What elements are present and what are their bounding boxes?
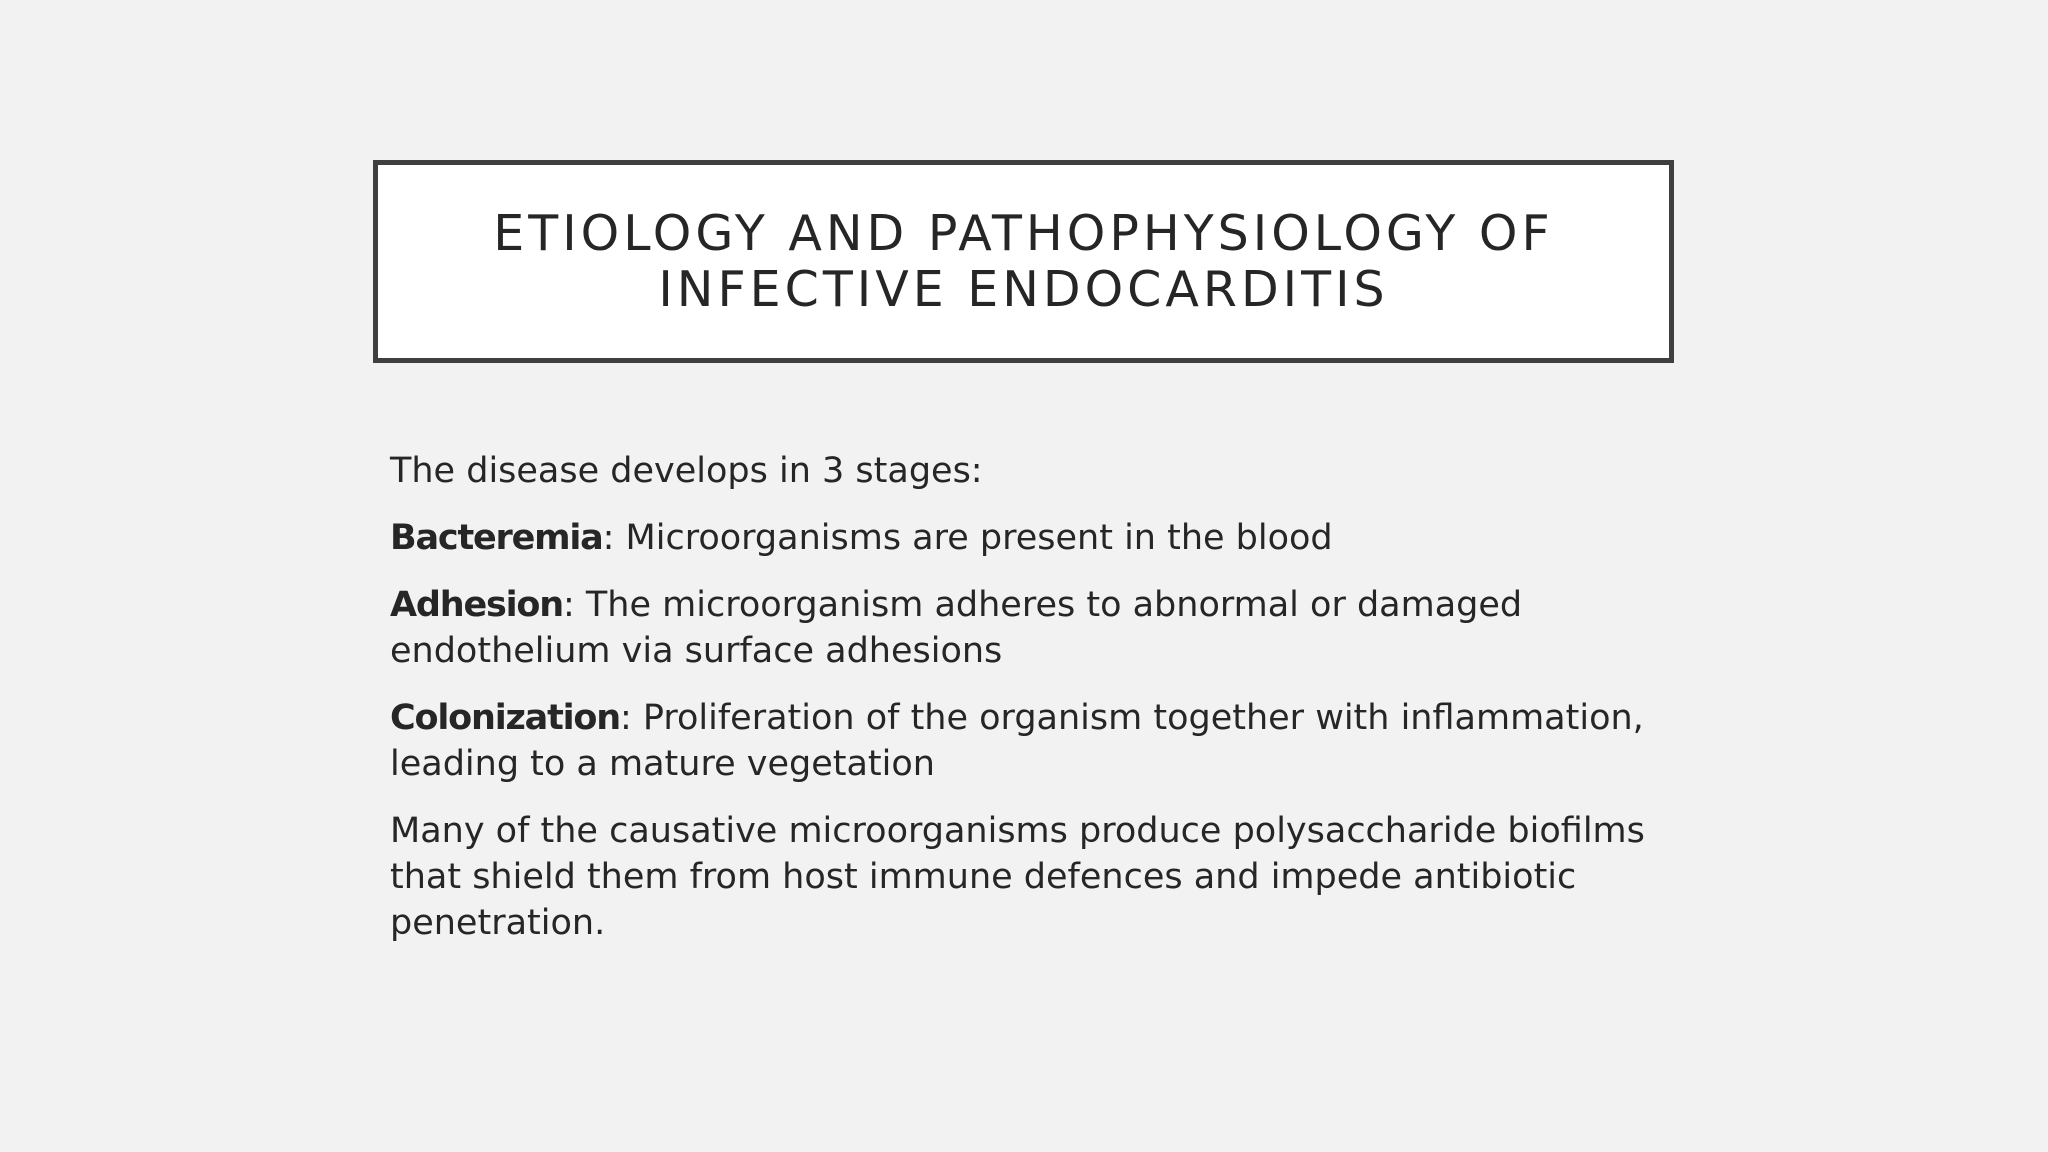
- intro-paragraph: [390, 448, 1660, 494]
- biofilm-note-line-3: penetration.: [390, 903, 606, 943]
- stage-bacteremia-paragraph: [390, 515, 1660, 561]
- stage-colonization-text: : Proliferation of the organism together with inflammation,: [619, 698, 1644, 738]
- stage-adhesion-text: : The microorganism adheres to abnormal or damaged: [563, 585, 1523, 625]
- stage-colonization-line-1: [390, 695, 1660, 741]
- stage-colonization-line-2: leading to a mature vegetation: [390, 744, 935, 784]
- stage-adhesion-line-2: endothelium via surface adhesions: [390, 631, 1003, 671]
- biofilm-note-paragraph: [390, 808, 1660, 946]
- stage-colonization-paragraph: [390, 695, 1660, 787]
- biofilm-note-line-2: that shield them from host immune defences and impede antibiotic: [390, 857, 1577, 897]
- slide-title-line-2: INFECTIVE ENDOCARDITIS: [658, 260, 1389, 318]
- stage-bacteremia-line: [390, 515, 1660, 561]
- slide-title-line-1: ETIOLOGY AND PATHOPHYSIOLOGY OF: [493, 204, 1554, 262]
- intro-text: The disease develops in 3 stages:: [390, 451, 983, 491]
- slide-body: [390, 448, 1660, 967]
- stage-colonization-term: Colonization: [390, 698, 620, 738]
- stage-adhesion-term: Adhesion: [390, 585, 563, 625]
- title-box: [373, 160, 1674, 363]
- stage-adhesion-line-1: [390, 582, 1660, 628]
- stage-bacteremia-text: : Microorganisms are present in the blood: [602, 518, 1333, 558]
- biofilm-note-line-1: Many of the causative microorganisms produce polysaccharide biofilms: [390, 811, 1645, 851]
- stage-bacteremia-term: Bacteremia: [390, 518, 603, 558]
- stage-adhesion-paragraph: [390, 582, 1660, 674]
